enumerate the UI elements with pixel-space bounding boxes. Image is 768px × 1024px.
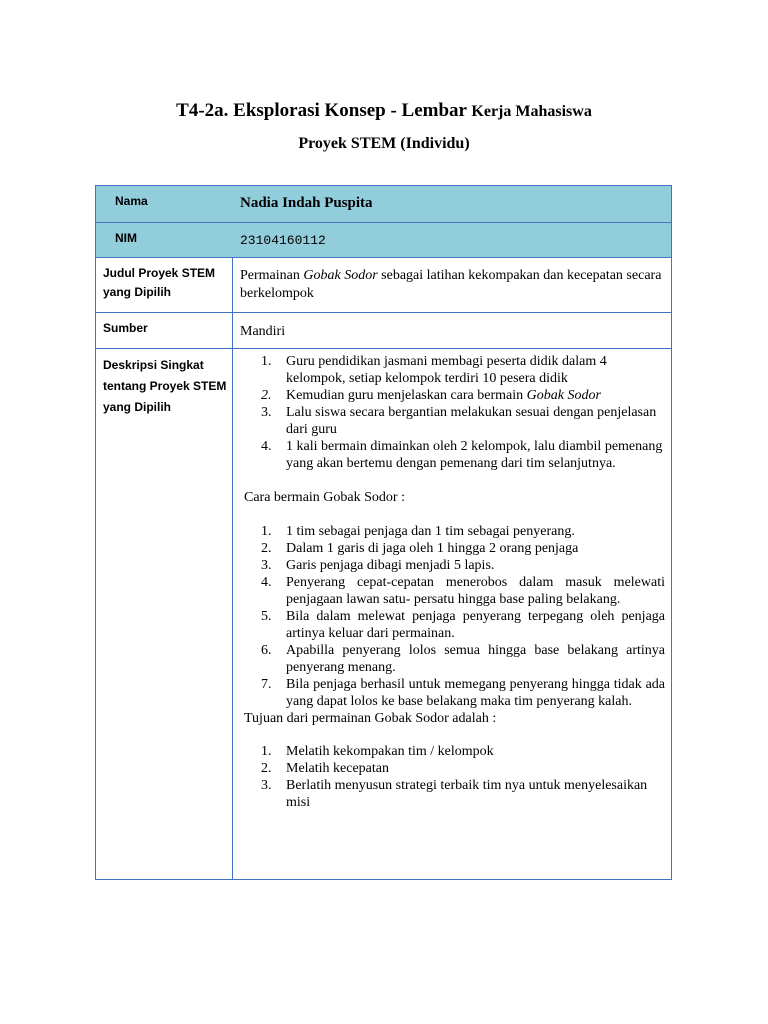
list-item: [234, 743, 665, 760]
list-item: [234, 642, 665, 676]
row-nim: [96, 222, 671, 257]
list-item: [234, 387, 665, 404]
row-sumber: [96, 312, 671, 348]
list-item-number: 4.: [261, 439, 272, 454]
list-item-number: 7.: [261, 677, 272, 692]
list-item-text: Apabilla penyerang lolos semua hingga base belakang artinya penyerang menang.: [286, 643, 665, 675]
list-item: [234, 523, 665, 540]
row-judul: [96, 257, 671, 312]
list-item-text: Bila dalam melewat penjaga penyerang terpegang oleh penjaga artinya keluar dari permainan.: [286, 609, 665, 641]
title-main: T4-2a. Eksplorasi Konsep - Lembar: [176, 100, 467, 121]
tujuan-list: [234, 743, 665, 811]
list-item-text: Dalam 1 garis di jaga oleh 1 hingga 2 orang penjaga: [286, 541, 579, 556]
deskripsi-label: Deskripsi Singkat tentang Proyek STEM yang Dipilih: [103, 358, 227, 414]
list-item-text: Melatih kekompakan tim / kelompok: [286, 744, 494, 759]
list-item-number: 6.: [261, 643, 272, 658]
list-item: [234, 353, 665, 387]
sumber-label: Sumber: [103, 321, 148, 335]
list-item: [234, 574, 665, 608]
list-item: [234, 608, 665, 642]
list-item-number: 1.: [261, 744, 272, 759]
sumber-value: Mandiri: [240, 324, 286, 339]
list-item-text: Melatih kecepatan: [286, 761, 390, 776]
project-table: [95, 185, 672, 880]
list-item-text: 1 kali bermain dimainkan oleh 2 kelompok, lalu diambil pemenang yang akan bertemu dengan pemenang dari tim selanjutnya.: [286, 439, 663, 471]
list-item-number: 3.: [261, 778, 272, 793]
list-item-text: Bila penjaga berhasil untuk memegang penyerang hingga tidak ada yang dapat lolos ke base belakang maka tim penyerang kalah.: [286, 677, 665, 709]
list-item-text: Berlatih menyusun strategi terbaik tim nya untuk menyelesaikan misi: [286, 778, 648, 810]
nama-value: Nadia Indah Puspita: [240, 195, 373, 211]
list-item-text: Garis penjaga dibagi menjadi 5 lapis.: [286, 558, 495, 573]
list-item-number: 1.: [261, 354, 272, 369]
row-nama: [96, 186, 671, 222]
list-item-text: Penyerang cepat-cepatan menerobos dalam masuk melewati penjagaan lawan satu- persatu hingga base paling belakang.: [286, 575, 665, 607]
row-deskripsi: [96, 348, 671, 879]
title-small: Kerja Mahasiswa: [471, 103, 592, 120]
tujuan-heading: Tujuan dari permainan Gobak Sodor adalah :: [244, 711, 497, 726]
list-item: [234, 540, 665, 557]
judul-label: Judul Proyek STEM yang Dipilih: [103, 266, 216, 299]
list-item-number: 2.: [261, 761, 272, 776]
list-item: [234, 557, 665, 574]
judul-value-em: Gobak Sodor: [303, 268, 378, 283]
deskripsi-value: [234, 349, 671, 811]
list-item: [234, 438, 665, 472]
list-item-number: 3.: [261, 558, 272, 573]
nim-value: 23104160112: [240, 233, 326, 248]
list-item: [234, 777, 665, 811]
list-item-number: 3.: [261, 405, 272, 420]
list-item-number: 1.: [261, 524, 272, 539]
list-item-text: Guru pendidikan jasmani membagi peserta didik dalam 4 kelompok, setiap kelompok terdiri 10 pesera didik: [286, 354, 607, 386]
nim-label: NIM: [115, 231, 137, 245]
page-subtitle: Proyek STEM (Individu): [298, 135, 470, 152]
list-item-number: 2.: [261, 541, 272, 556]
list-item-text-pre: Kemudian guru menjelaskan cara bermain: [286, 388, 527, 403]
list-item: [234, 404, 665, 438]
judul-value-post: sebagai latihan kekompakan dan kecepatan secara berkelompok: [240, 268, 662, 301]
steps-list: [234, 353, 665, 472]
list-item-number: 2.: [261, 388, 272, 403]
list-item-text-em: Gobak Sodor: [526, 388, 601, 403]
nama-label: Nama: [115, 194, 148, 208]
list-item-text: Lalu siswa secara bergantian melakukan sesuai dengan penjelasan dari guru: [286, 405, 657, 437]
cara-list: [234, 523, 665, 710]
list-item-number: 5.: [261, 609, 272, 624]
list-item-text: 1 tim sebagai penjaga dan 1 tim sebagai penyerang.: [286, 524, 575, 539]
list-item: [234, 760, 665, 777]
list-item: [234, 676, 665, 710]
judul-value: [234, 258, 671, 303]
list-item-number: 4.: [261, 575, 272, 590]
page-title: [0, 99, 768, 124]
cara-heading: Cara bermain Gobak Sodor :: [244, 490, 405, 505]
list-item-text: [286, 387, 665, 404]
judul-value-pre: Permainan: [240, 268, 304, 283]
